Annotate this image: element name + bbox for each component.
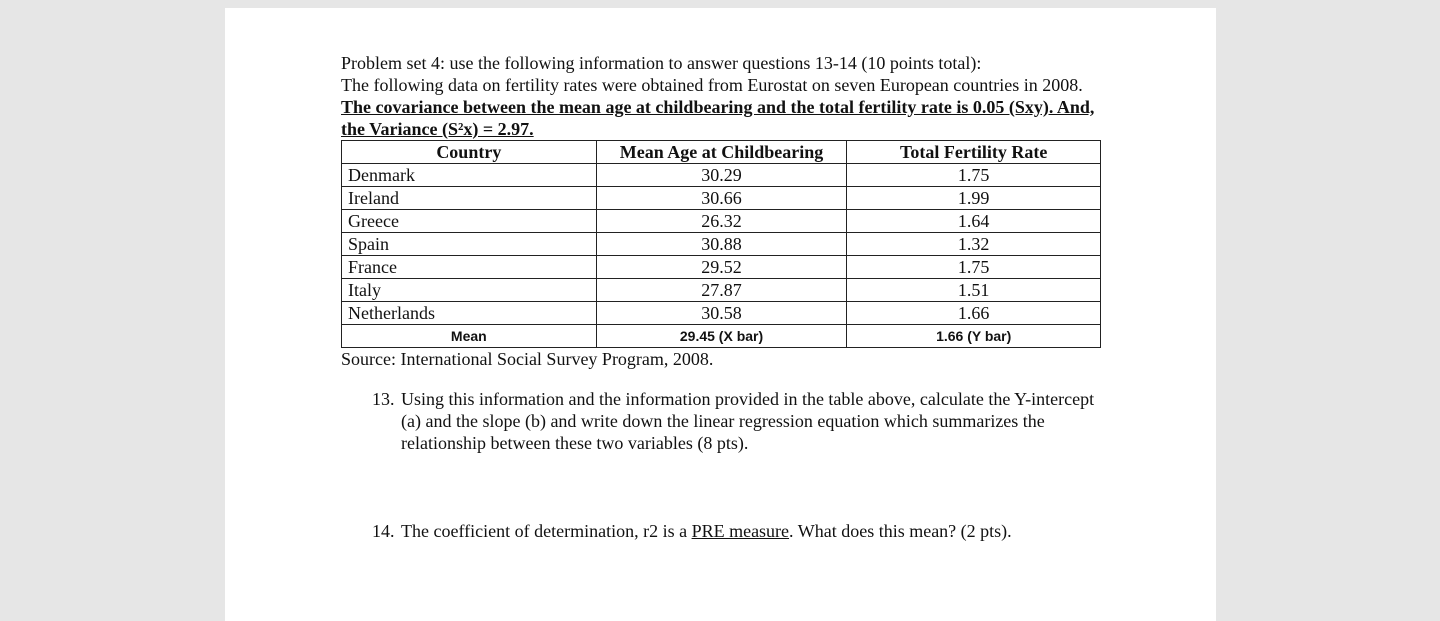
pre-measure-link[interactable]: PRE measure (691, 521, 790, 541)
cell-tfr: 1.32 (847, 233, 1101, 256)
question-14-text-start: The coefficient of determination, r2 is a (401, 521, 692, 541)
question-13: 13. Using this information and the information provided in the table above, calculate the Y-intercept (a) and the slope (b) and write down the linear regression equation which summarizes the relationship between these two variables (8 pts). (399, 388, 1101, 454)
cell-tfr: 1.64 (847, 210, 1101, 233)
cell-mean-age: 30.58 (596, 302, 847, 325)
fertility-table (341, 140, 1101, 348)
cell-country: France (342, 256, 597, 279)
header-fertility-rate: Total Fertility Rate (847, 141, 1101, 164)
table-row (342, 233, 1101, 256)
cell-mean-age: 29.52 (596, 256, 847, 279)
intro-line-2 (341, 74, 1101, 140)
cell-country: Denmark (342, 164, 597, 187)
header-mean-age: Mean Age at Childbearing (596, 141, 847, 164)
document-page (225, 8, 1216, 621)
table-row (342, 302, 1101, 325)
table-row (342, 164, 1101, 187)
intro-covariance-text: The covariance between the mean age at childbearing and the total fertility rate is 0.05 (Sxy). And, the Variance (S²x) = 2.97. (341, 97, 1095, 139)
table-row (342, 187, 1101, 210)
cell-mean-age-avg: 29.45 (X bar) (596, 325, 847, 348)
intro-line-1: Problem set 4: use the following information to answer questions 13-14 (10 points total): (341, 53, 982, 73)
cell-mean-age: 30.66 (596, 187, 847, 210)
cell-mean-label: Mean (342, 325, 597, 348)
cell-country: Italy (342, 279, 597, 302)
cell-tfr: 1.75 (847, 164, 1101, 187)
cell-mean-age: 30.29 (596, 164, 847, 187)
cell-tfr-avg: 1.66 (Y bar) (847, 325, 1101, 348)
table-source: Source: International Social Survey Program, 2008. (341, 349, 714, 369)
cell-country: Ireland (342, 187, 597, 210)
cell-tfr: 1.75 (847, 256, 1101, 279)
cell-mean-age: 26.32 (596, 210, 847, 233)
table-mean-row (342, 325, 1101, 348)
cell-country: Netherlands (342, 302, 597, 325)
intro-plain-text: The following data on fertility rates were obtained from Eurostat on seven European countries in 2008. (341, 75, 1083, 95)
document-content (341, 52, 1101, 542)
table-row (342, 279, 1101, 302)
table-row (342, 210, 1101, 233)
table-row (342, 256, 1101, 279)
table-header-row (342, 141, 1101, 164)
cell-country: Greece (342, 210, 597, 233)
cell-tfr: 1.51 (847, 279, 1101, 302)
question-list (341, 388, 1101, 542)
cell-mean-age: 30.88 (596, 233, 847, 256)
cell-country: Spain (342, 233, 597, 256)
question-14-text-end: . What does this mean? (2 pts). (789, 521, 1012, 541)
cell-tfr: 1.66 (847, 302, 1101, 325)
problem-intro (341, 52, 1101, 140)
question-14 (399, 520, 1101, 542)
cell-mean-age: 27.87 (596, 279, 847, 302)
header-country: Country (342, 141, 597, 164)
cell-tfr: 1.99 (847, 187, 1101, 210)
